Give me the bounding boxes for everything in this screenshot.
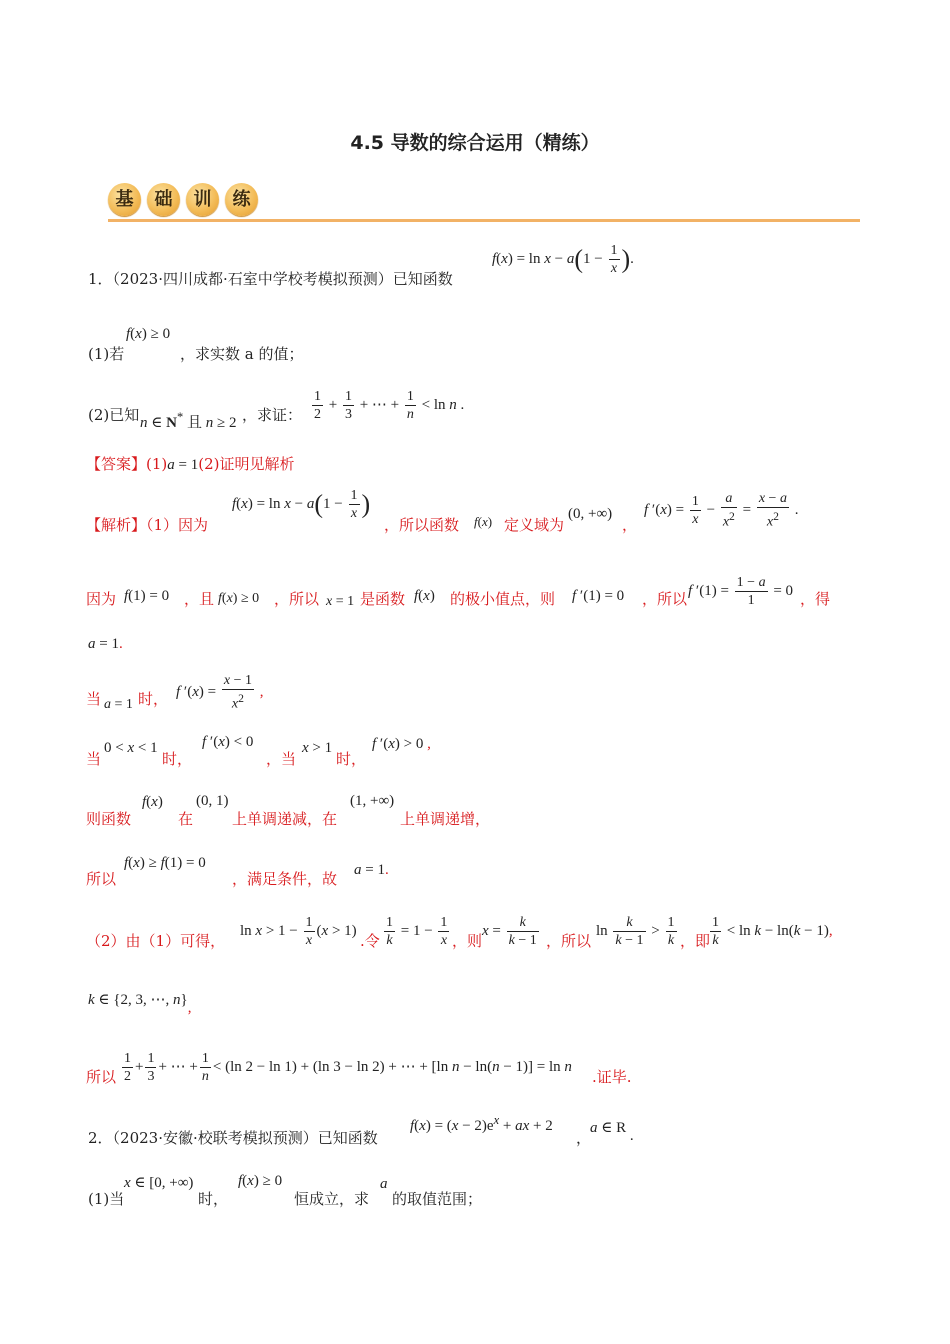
fprime-1-expr: f ′(1) = $\frac{1 - a}{1}$ = 0 xyxy=(688,575,794,608)
sum-proof: $\frac{1}{2}$ + $\frac{1}{3}$ + ⋯ + $\frac{1}{n}$ < (ln 2 − ln 1) + (ln 3 − ln 2) + ⋯ + [ln n − ln(n − 1)] = ln n xyxy=(124,1051,572,1084)
q2-condition: n ∈ N* 且 n ≥ 2 xyxy=(140,410,237,431)
q1-domain: x ∈ [0, +∞) xyxy=(124,1175,194,1191)
section-banner xyxy=(108,183,264,219)
problem-1-number: 1． xyxy=(88,270,113,288)
derivative-expr: f ′(x) = $\frac{1}{x}$ − $\frac{a}{x^2}$ = $\frac{x - a}{x^2}$ . xyxy=(644,491,799,530)
analysis-line-10: 所以 xyxy=(86,1068,117,1086)
analysis-line-6: 则函数 xyxy=(86,810,132,828)
q2-text: ，求证： xyxy=(242,406,303,424)
x-gt-1: x > 1 xyxy=(302,740,333,756)
fx-3: f(x) xyxy=(142,794,163,810)
analysis-line-2: 因为 xyxy=(86,590,117,608)
k-ineq: $\frac{1}{k}$ < ln k − ln(k − 1), xyxy=(712,915,833,948)
page-title: 4.5 导数的综合运用（精练） xyxy=(350,132,600,154)
analysis-func: f(x) = ln x − a(1 − $\frac{1}{x}$ ) xyxy=(232,488,371,521)
domain-interval: (0, +∞) xyxy=(568,506,613,522)
analysis-line-5: 当 xyxy=(86,750,102,768)
fx-2: f(x) xyxy=(414,588,435,604)
analysis-line-2f: ，所以 xyxy=(642,590,688,608)
analysis-line-8d: ，所以 xyxy=(546,932,592,950)
analysis-line-6d: 上单调递增， xyxy=(400,810,491,828)
q1-ineq: f(x) ≥ 0 xyxy=(238,1173,283,1189)
derivative-a1: f ′(x) = $\frac{x - 1}{x^2}$ , xyxy=(176,673,264,712)
analysis-line-5b: 时， xyxy=(162,750,193,768)
analysis-line-6c: 上单调递减，在 xyxy=(232,810,338,828)
fx-geq-0: f(x) ≥ 0 xyxy=(218,591,260,606)
analysis-line-7b: ，满足条件，故 xyxy=(232,870,338,888)
fprime-1-zero: f ′(1) = 0 xyxy=(572,588,625,604)
analysis-line-2d: 是函数 xyxy=(360,590,406,608)
q1-text-2: 恒成立，求 xyxy=(294,1190,370,1208)
banner-char-3: 训 xyxy=(186,183,219,216)
q1-var: a xyxy=(380,1176,388,1192)
analysis-line-1c: 定义域为 xyxy=(504,516,565,534)
analysis-line-2e: 的极小值点，则 xyxy=(450,590,556,608)
analysis-line-5c: ，当 xyxy=(266,750,297,768)
f1-zero: f(1) = 0 xyxy=(124,588,170,604)
banner-char-2: 础 xyxy=(147,183,180,216)
problem-1-source: （2023·四川成都·石室中学校考模拟预测）已知函数 xyxy=(112,270,453,288)
a-eq-1-b: a = 1 xyxy=(104,697,133,712)
comma: ， xyxy=(576,1129,592,1147)
problem-2-function: $f(x) = (x - 2)e^x$ + ax + 2 xyxy=(410,1113,553,1134)
q1-text: ，求实数 a 的值； xyxy=(180,345,304,363)
analysis-line-2g: ，得 xyxy=(800,590,831,608)
problem-2-cond: a ∈ R . xyxy=(590,1120,634,1144)
analysis-line-1: 【解析】（1）因为 xyxy=(86,516,209,534)
ln-ineq: ln x > 1 − $\frac{1}{x}$ (x > 1) xyxy=(240,915,357,948)
fprime-neg: f ′(x) < 0 xyxy=(202,734,254,750)
analysis-line-5d: 时， xyxy=(336,750,367,768)
analysis-line-6b: 在 xyxy=(178,810,194,828)
analysis-line-8e: ，即 xyxy=(680,932,711,950)
q1-mid: 时， xyxy=(198,1190,229,1208)
interval-1-inf: (1, +∞) xyxy=(350,793,395,809)
problem-2-number: 2． xyxy=(88,1129,113,1147)
fprime-pos: f ′(x) > 0 , xyxy=(372,736,431,752)
sub-1k: $\frac{1}{k}$ = 1 − $\frac{1}{x}$ xyxy=(386,915,448,948)
q2-inequality: $\frac{1}{2}$ + $\frac{1}{3}$ + ⋯ + $\frac{1}{n}$ < ln n . xyxy=(314,389,465,422)
analysis-line-1b: ，所以函数 xyxy=(384,516,460,534)
analysis-line-1d: ， xyxy=(622,516,638,534)
analysis-line-2c: ，所以 xyxy=(274,590,320,608)
q1-condition: f(x) ≥ 0 xyxy=(126,326,171,342)
problem-1-q1: (1)若 xyxy=(88,345,125,363)
x-eq-k: x = $\frac{k}{k - 1}$ xyxy=(482,915,537,948)
fx-small: f(x) xyxy=(474,514,493,529)
a-eq-1: a = 1. xyxy=(88,636,123,652)
analysis-line-8b: .令 xyxy=(360,932,380,950)
analysis-line-4: 当 xyxy=(86,690,102,708)
problem-2-header xyxy=(88,1127,378,1148)
fx-geq-f1: f(x) ≥ f(1) = 0 xyxy=(124,855,206,871)
analysis-line-2b: ，且 xyxy=(184,590,215,608)
interval-0-1: 0 < x < 1 xyxy=(104,740,158,756)
problem-1-function: f(x) = ln x − a(1 − $\frac{1}{x}$ ). xyxy=(492,243,634,276)
q1-end: 的取值范围； xyxy=(392,1190,483,1208)
banner-char-4: 练 xyxy=(225,183,258,216)
problem-2-source: （2023·安徽·校联考模拟预测）已知函数 xyxy=(112,1129,378,1147)
problem-1-q2: (2)已知 xyxy=(88,406,140,424)
analysis-line-8c: ，则 xyxy=(452,932,483,950)
problem-2-q1: (1)当 xyxy=(88,1190,125,1208)
banner-char-1: 基 xyxy=(108,183,141,216)
x-eq-1: x = 1 xyxy=(326,594,355,609)
analysis-line-7: 所以 xyxy=(86,870,117,888)
interval-0-1-open: (0, 1) xyxy=(196,793,229,809)
k-set: k ∈ {2, 3, ⋯, n}, xyxy=(88,992,192,1016)
answer-line: 【答案】(1)a = 1(2)证明见解析 xyxy=(86,455,295,473)
a-eq-1-c: a = 1. xyxy=(354,862,389,878)
section-rule xyxy=(108,219,860,222)
problem-1-header xyxy=(88,268,453,289)
analysis-line-8: （2）由（1）可得， xyxy=(86,932,226,950)
ln-k-ineq: ln $\frac{k}{k - 1}$ > $\frac{1}{k}$ xyxy=(596,915,675,948)
analysis-line-10b: .证毕. xyxy=(592,1068,632,1086)
analysis-line-4b: 时， xyxy=(138,690,169,708)
